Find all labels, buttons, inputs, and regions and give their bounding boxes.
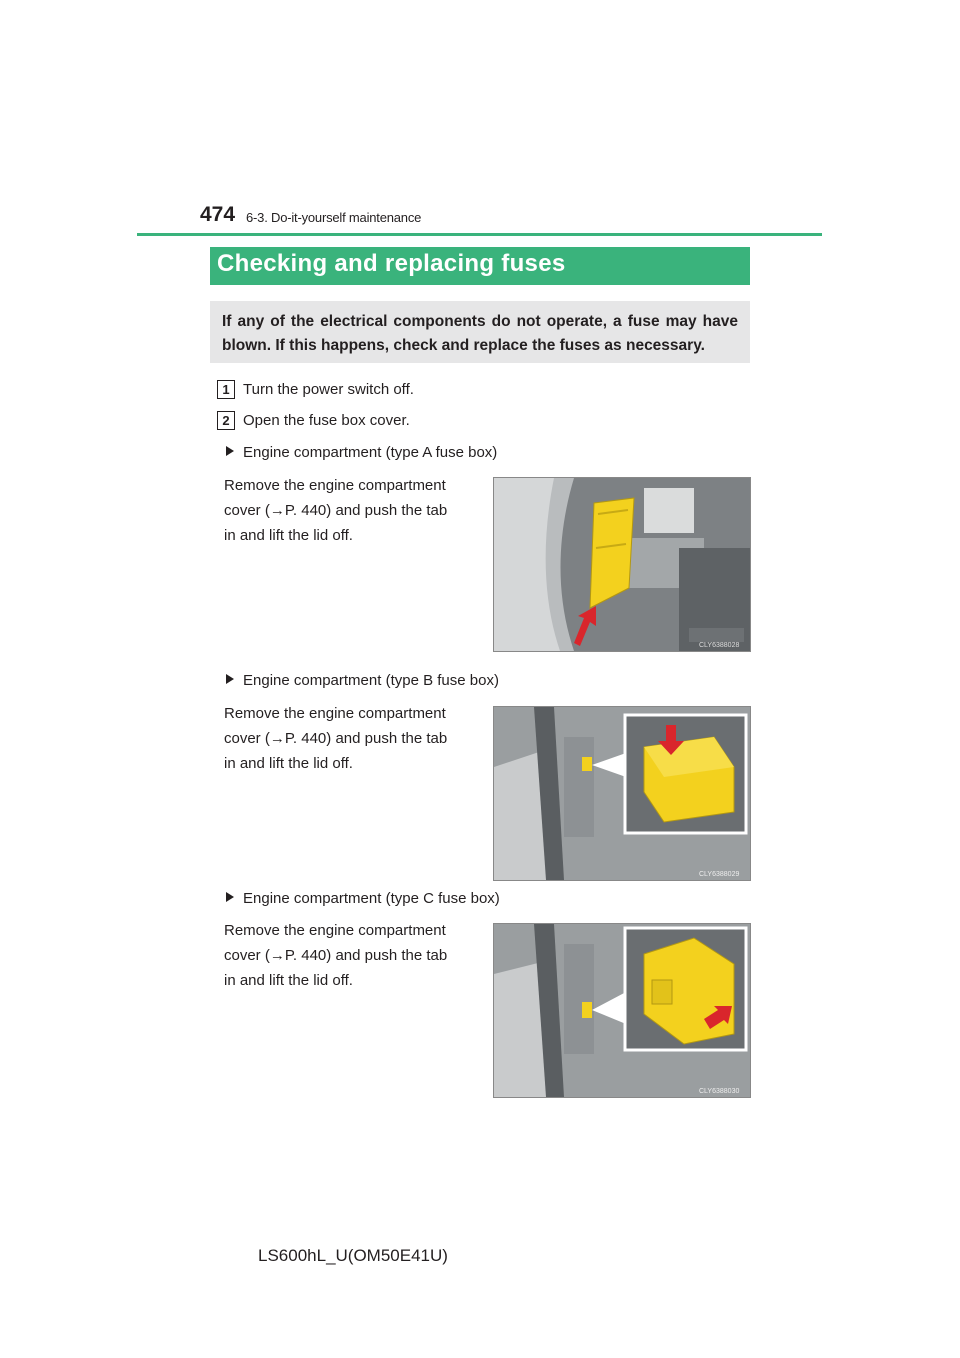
page-title: Checking and replacing fuses [217, 250, 566, 277]
bullet-label: Engine compartment (type C fuse box) [243, 890, 500, 907]
desc-line: in and lift the lid off. [224, 527, 353, 544]
desc-line: cover (→P. 440) and push the tab [224, 947, 448, 964]
bullet-type-a [226, 444, 497, 461]
bullet-label: Engine compartment (type B fuse box) [243, 672, 499, 689]
description-type-c [224, 918, 480, 993]
footer-model-code: LS600hL_U(OM50E41U) [258, 1246, 448, 1265]
bullet-triangle-icon [226, 446, 234, 456]
bullet-type-c [226, 890, 500, 907]
step-number-1: 1 [217, 380, 235, 399]
desc-line: Remove the engine compartment [224, 922, 446, 939]
section-label: 6-3. Do-it-yourself maintenance [246, 210, 422, 225]
desc-line: Remove the engine compartment [224, 477, 446, 494]
header-rule [137, 233, 822, 236]
figure-type-c [493, 923, 751, 1098]
intro-text: If any of the electrical components do not operate, a fuse may have blown. If this happens, check and replace the fuses as necessary. [222, 313, 738, 354]
desc-line: in and lift the lid off. [224, 972, 353, 989]
desc-line: cover (→P. 440) and push the tab [224, 730, 448, 747]
bullet-triangle-icon [226, 892, 234, 902]
intro-box [210, 301, 750, 363]
figure-code: CLY6388028 [699, 642, 740, 649]
desc-line: cover (→P. 440) and push the tab [224, 502, 448, 519]
figure-code: CLY6388029 [699, 871, 740, 878]
desc-line: in and lift the lid off. [224, 755, 353, 772]
figure-code: CLY6388030 [699, 1088, 740, 1095]
bullet-triangle-icon [226, 674, 234, 684]
step-text-1: Turn the power switch off. [243, 381, 414, 398]
description-type-a [224, 473, 480, 548]
description-type-b [224, 701, 480, 776]
title-bar [210, 247, 750, 285]
step-text-2: Open the fuse box cover. [243, 412, 410, 429]
bullet-type-b [226, 672, 499, 689]
step-number-2: 2 [217, 411, 235, 430]
figure-type-b [493, 706, 751, 881]
bullet-label: Engine compartment (type A fuse box) [243, 444, 498, 461]
page-number: 474 [200, 203, 236, 226]
figure-type-a [493, 477, 751, 652]
desc-line: Remove the engine compartment [224, 705, 446, 722]
